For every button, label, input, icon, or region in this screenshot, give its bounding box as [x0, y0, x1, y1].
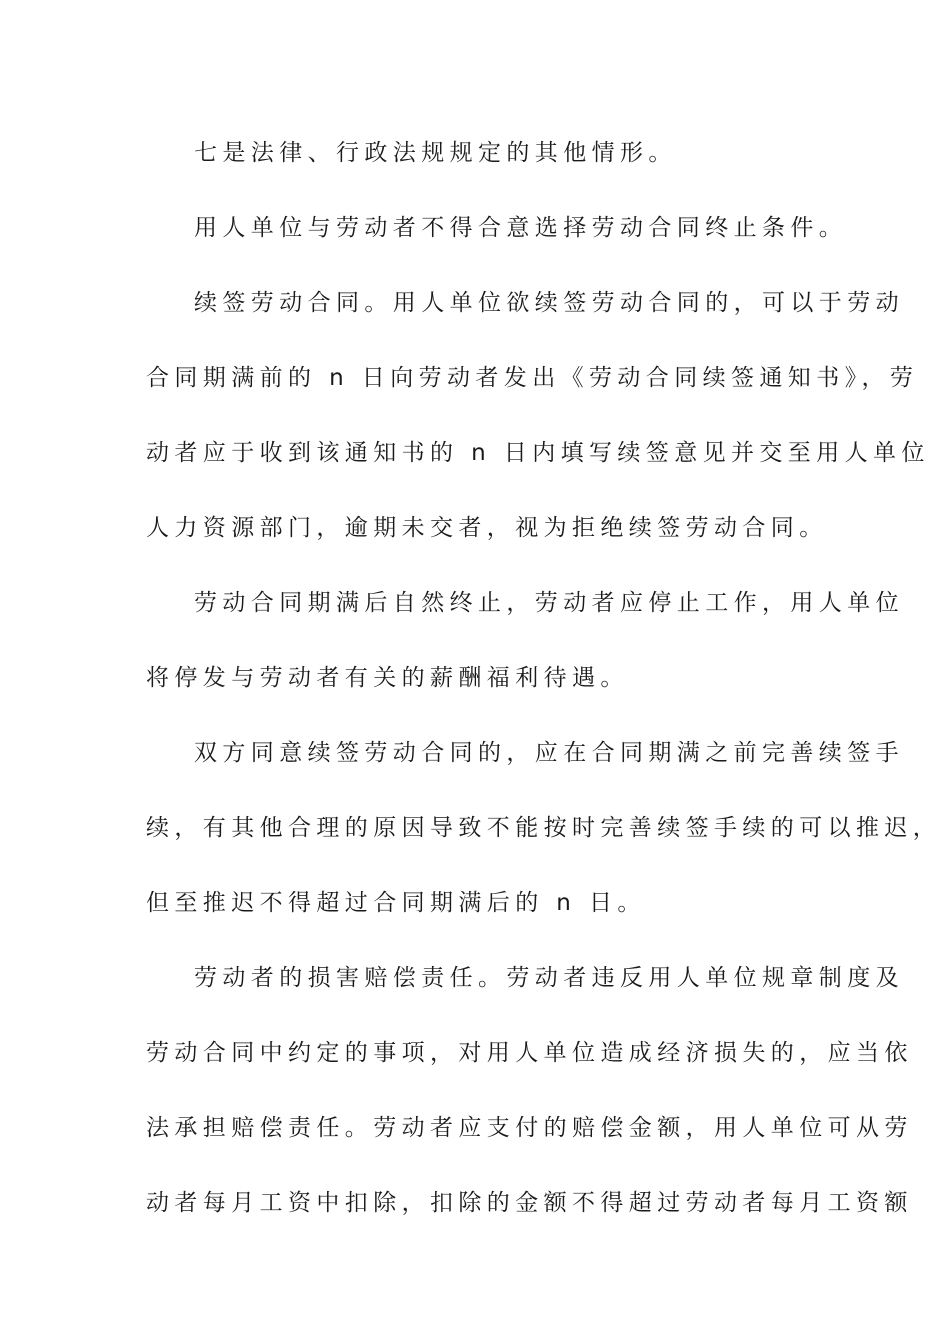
paragraph-line: 劳动合同期满后自然终止，劳动者应停止工作，用人单位	[194, 590, 904, 616]
paragraph-line: 劳动者的损害赔偿责任。劳动者违反用人单位规章制度及	[194, 965, 904, 991]
paragraph-line: 动者每月工资中扣除，扣除的金额不得超过劳动者每月工资额	[146, 1190, 913, 1216]
paragraph-line: 合同期满前的 n 日向劳动者发出《劳动合同续签通知书》，劳	[146, 365, 919, 391]
paragraph-line: 续，有其他合理的原因导致不能按时完善续签手续的可以推迟，	[146, 815, 942, 841]
paragraph-line: 但至推迟不得超过合同期满后的 n 日。	[146, 890, 646, 916]
paragraph-line: 双方同意续签劳动合同的，应在合同期满之前完善续签手	[194, 740, 904, 766]
paragraph-line: 将停发与劳动者有关的薪酬福利待遇。	[146, 665, 629, 691]
paragraph-line: 用人单位与劳动者不得合意选择劳动合同终止条件。	[194, 215, 848, 241]
paragraph-line: 劳动合同中约定的事项，对用人单位造成经济损失的，应当依	[146, 1040, 913, 1066]
paragraph-line: 七是法律、行政法规规定的其他情形。	[194, 140, 677, 166]
paragraph-line: 法承担赔偿责任。劳动者应支付的赔偿金额，用人单位可从劳	[146, 1115, 913, 1141]
paragraph-line: 续签劳动合同。用人单位欲续签劳动合同的，可以于劳动	[194, 290, 904, 316]
paragraph-line: 动者应于收到该通知书的 n 日内填写续签意见并交至用人单位	[146, 440, 930, 466]
paragraph-line: 人力资源部门，逾期未交者，视为拒绝续签劳动合同。	[146, 515, 828, 541]
